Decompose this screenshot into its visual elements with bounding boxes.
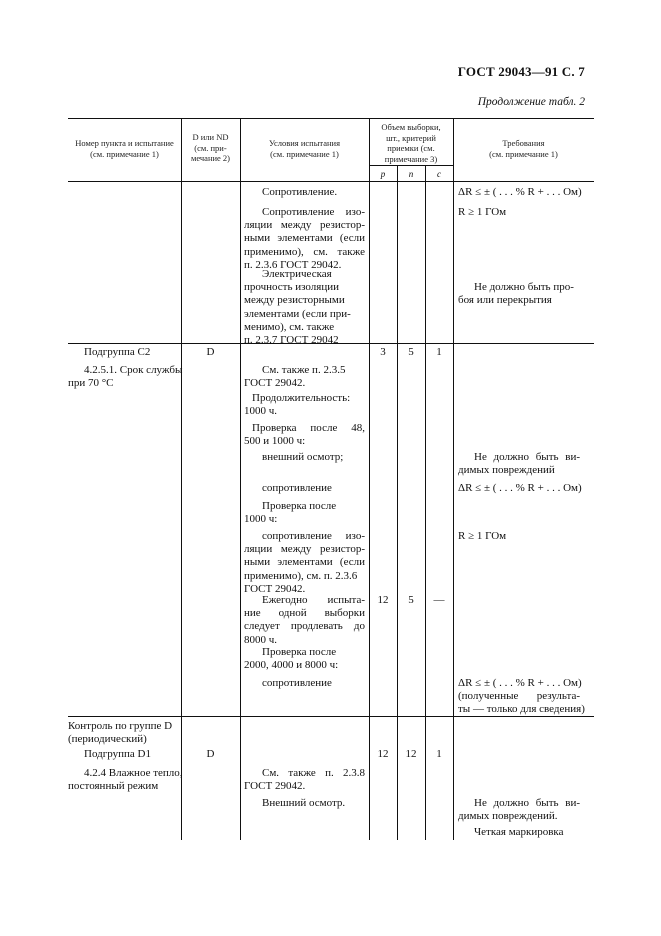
page-title: ГОСТ 29043—91 С. 7 — [457, 64, 585, 79]
header-d-nd: D или ND (см. при- мечание 2) — [190, 132, 231, 163]
header-conditions: Условия испытания (см. примечание 1) — [268, 138, 341, 159]
cond-see-also-238: См. также п. 2.3.8 ГОСТ 29042. — [244, 767, 365, 793]
test-damp-heat: 4.2.4 Влажное тепло, постоянный режим — [68, 767, 183, 793]
c2-c: 1 — [436, 346, 442, 358]
d1-p: 12 — [377, 748, 389, 760]
cond-resistance-3: сопротивление — [262, 677, 332, 689]
header-p: p — [380, 169, 386, 179]
col-divider-2 — [240, 118, 241, 840]
cond-check-after-1000: Проверка после 1000 ч: — [244, 500, 337, 526]
subheader-divider — [369, 165, 453, 166]
col-divider-1 — [181, 118, 182, 840]
col-divider-3 — [369, 118, 370, 840]
cond-insulation-resistance-2: сопротивление изо- ляции между резистор- ными элементами (если применимо), см. п. 2.3.6 ГОСТ 29042. — [244, 530, 365, 595]
req-resistance: ΔR ≤ ± ( . . . % R + . . . Ом) — [458, 186, 582, 198]
c2-n-annual: 5 — [408, 594, 414, 606]
cond-see-also-235: См. также п. 2.3.5 ГОСТ 29042. — [244, 364, 346, 390]
cond-resistance: Сопротивление. — [262, 186, 338, 198]
header-item-test: Номер пункта и испытание (см. примечание 1) — [75, 138, 174, 159]
req-insulation-resistance: R ≥ 1 ГОм — [458, 206, 507, 218]
req-resistance-2: ΔR ≤ ± ( . . . % R + . . . Ом) — [458, 482, 582, 494]
header-bottom-border — [68, 181, 594, 182]
header-c: c — [437, 169, 441, 179]
col-divider-5 — [425, 165, 426, 840]
header-sample: Объем выборки, шт., критерий приемки (см. примечание 3) — [381, 122, 441, 164]
req-no-visible-damage-2: Не должно быть ви- димых повреждений. — [458, 797, 580, 823]
test-endurance-70c: 4.2.5.1. Срок службы при 70 °С — [68, 364, 183, 390]
d1-c: 1 — [436, 748, 442, 760]
d1-n: 12 — [405, 748, 417, 760]
cond-duration: Продолжительность: 1000 ч. — [244, 392, 351, 418]
cond-resistance-2: сопротивление — [262, 482, 332, 494]
col-divider-6 — [453, 118, 454, 840]
group-d-control: Контроль по группе D (периодический) — [68, 720, 173, 746]
header-n: n — [408, 169, 414, 179]
c2-c-annual: — — [433, 594, 445, 606]
req-clear-marking: Четкая маркировка — [474, 826, 564, 838]
cond-visual-inspection: внешний осмотр; — [262, 451, 344, 463]
cond-insulation-resistance: Сопротивление изо- ляции между резистор- ными элементами (если применимо), см. также п. 2.3.6 ГОСТ 29042. — [244, 206, 365, 271]
c2-d-mark: D — [206, 346, 215, 358]
req-insulation-resistance-2: R ≥ 1 ГОм — [458, 530, 507, 542]
subgroup-c2: Подгруппа С2 — [84, 346, 151, 358]
table-continuation-label: Продолжение табл. 2 — [477, 96, 585, 108]
cond-check-after-8000: Проверка после 2000, 4000 и 8000 ч: — [244, 646, 339, 672]
req-dielectric-strength: Не должно быть про- боя или перекрытия — [458, 281, 574, 307]
cond-visual-inspection-2: Внешний осмотр. — [262, 797, 346, 809]
cond-annual-test: Ежегодно испыта- ние одной выборки следует продлевать до 8000 ч. — [244, 594, 365, 646]
req-resistance-3: ΔR ≤ ± ( . . . % R + . . . Ом) (полученные результа- ты — только для сведения) — [458, 677, 585, 716]
cond-check-after: Проверка после 48, 500 и 1000 ч: — [244, 422, 365, 448]
c2-p: 3 — [380, 346, 386, 358]
c2-p-annual: 12 — [377, 594, 389, 606]
table-top-border — [68, 118, 594, 119]
col-divider-4 — [397, 165, 398, 840]
d1-d-mark: D — [206, 748, 215, 760]
header-requirements: Требования (см. примечание 1) — [489, 138, 558, 159]
req-no-visible-damage: Не должно быть ви- димых повреждений — [458, 451, 580, 477]
subgroup-d1: Подгруппа D1 — [84, 748, 151, 760]
c2-n: 5 — [408, 346, 414, 358]
cond-dielectric-strength: Электрическая прочность изоляции между резисторными элементами (если при- менимо), см. также п. 2.3.7 ГОСТ 29042 — [244, 268, 351, 347]
